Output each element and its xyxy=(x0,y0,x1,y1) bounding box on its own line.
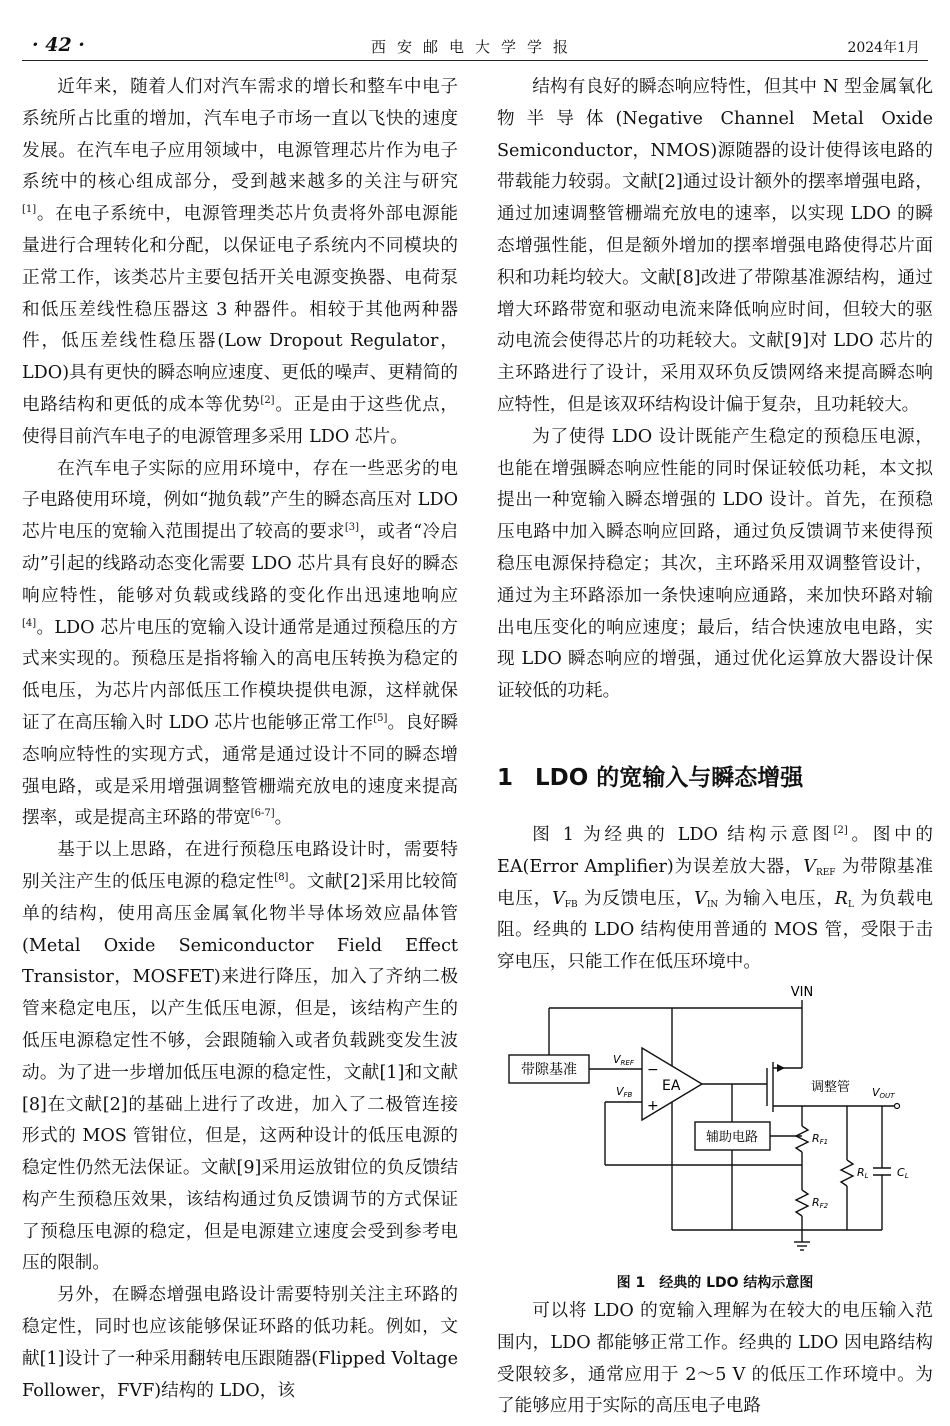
aux-circuit-label: 辅助电路 xyxy=(705,1130,759,1145)
rf2-label: RF2 xyxy=(812,1196,829,1210)
figure-caption: 图 1 经典的 LDO 结构示意图 xyxy=(616,1275,814,1291)
right-column-bottom xyxy=(497,1296,933,1423)
left-column xyxy=(22,72,458,1407)
journal-title: 西安邮电大学学报 xyxy=(370,38,579,56)
ldo-circuit-diagram xyxy=(497,980,937,1280)
paragraph: 基于以上思路，在进行预稳压电路设计时，需要特别关注产生的低压电源的稳定性[8]。文献[2]采用比较简单的结构，使用高压金属氧化物半导体场效应晶体管(Metal Oxide Semiconductor Field Effect Transistor，MOSFET)来进行降压，加入了齐纳二极管来稳定电压，以产生低压电源，但是，该结构产生的低压电源稳定性不够，会跟随输入或者负载跳变发生波动。为了进一步增加低压电源的稳定性，文献[1]和文献[8]在文献[2]的基础上进行了改进，加入了二极管连接形式的 MOS 管钳位，但是，这两种设计的低压电源的稳定性仍然无法保证。文献[9]采用运放钳位的负反馈结构产生预稳压效果，该结构通过负反馈调节的方式保证了预稳压电源的稳定，但是电源建立速度会受到参考电压的限制。 xyxy=(22,840,458,1274)
paragraph: 结构有良好的瞬态响应特性，但其中 N 型金属氧化物半导体(Negative Channel Metal Oxide Semiconductor，NMOS)源随器的设计使得该电路的带载能力较弱。文献[2]通过设计额外的摆率增强电路，通过加速调整管栅端充放电的速率，以实现 LDO 的瞬态增强性能，但是额外增加的摆率增强电路使得芯片面积和功耗均较大。文献[8]改进了带隙基准源结构，通过增大环路带宽和驱动电流来降低响应时间，但较大的驱动电流会使得芯片的功耗较大。文献[9]对 LDO 芯片的主环路进行了设计，采用双环负反馈网络来提高瞬态响应特性，但是该双环结构设计偏于复杂，且功耗较大。 xyxy=(497,77,933,415)
rf1-label: RF1 xyxy=(812,1132,829,1146)
section-heading xyxy=(497,759,933,792)
section-number: 1 xyxy=(497,765,514,791)
rl-label: RL xyxy=(857,1166,869,1180)
section-title: LDO 的宽输入与瞬态增强 xyxy=(535,765,804,791)
paragraph: 另外，在瞬态增强电路设计需要特别关注主环路的稳定性，同时也应该能够保证环路的低功耗。例如，文献[1]设计了一种采用翻转电压跟随器(Flipped Voltage Follower，FVF)结构的 LDO，该 xyxy=(22,1285,458,1401)
bandgap-label: 带隙基准 xyxy=(521,1062,577,1078)
paragraph: 可以将 LDO 的宽输入理解为在较大的电压输入范围内，LDO 都能够正常工作。经典的 LDO 因电路结构受限较多，通常应用于 2～5 V 的低压工作环境中。为了能够应用于实际的高压电子电路 xyxy=(497,1301,933,1417)
page-header xyxy=(22,30,928,61)
page-number: · 42 · xyxy=(32,34,85,56)
issue-date: 2024年1月 xyxy=(847,40,920,56)
vref-label: VREF xyxy=(613,1053,634,1067)
paragraph: 近年来，随着人们对汽车需求的增长和整车中电子系统所占比重的增加，汽车电子市场一直以飞快的速度发展。在汽车电子应用领域中，电源管理芯片作为电子系统中的核心组成部分，受到越来越多的关注与研究[1]。在电子系统中，电源管理类芯片负责将外部电源能量进行合理转化和分配，以保证电子系统内不同模块的正常工作，该类芯片主要包括开关电源变换器、电荷泵和低压差线性稳压器这 3 种器件。相较于其他两种器件，低压差线性稳压器(Low Dropout Regulator，LDO)具有更快的瞬态响应速度、更低的噪声、更精简的电路结构和更低的成本等优势[2]。正是由于这些优点，使得目前汽车电子的电源管理多采用 LDO 芯片。 xyxy=(22,77,458,447)
ea-label: EA xyxy=(662,1078,681,1094)
paragraph: 在汽车电子实际的应用环境中，存在一些恶劣的电子电路使用环境，例如“抛负载”产生的瞬态高压对 LDO 芯片电压的宽输入范围提出了较高的要求[3]，或者“冷启动”引起的线路动态变化需要 LDO 芯片具有良好的瞬态响应特性，能够对负载或线路的变化作出迅速地响应[4]。LDO 芯片电压的宽输入设计通常是通过预稳压的方式来实现的。预稳压是指将输入的高电压转换为稳定的低电压，为芯片内部低压工作模块提供电源，这样就保证了在高压输入时 LDO 芯片也能够正常工作[5]。良好瞬态响应特性的实现方式，通常是通过设计不同的瞬态增强电路，或是采用增强调整管栅端充放电的速度来提高摆率，或是提高主环路的带宽[6-7]。 xyxy=(22,458,458,829)
pass-transistor-label: 调整管 xyxy=(811,1080,851,1095)
right-column-top xyxy=(497,72,933,708)
cl-label: CL xyxy=(897,1166,909,1180)
vin-label: VIN xyxy=(790,985,814,1000)
vfb-label: VFB xyxy=(616,1085,633,1099)
paragraph: 为了使得 LDO 设计既能产生稳定的预稳压电源，也能在增强瞬态响应性能的同时保证较低功耗，本文拟提出一种宽输入瞬态增强的 LDO 设计。首先，在预稳压电路中加入瞬态响应回路，通过负反馈调节来使得预稳压电源保持稳定；其次，主环路采用双调整管设计，通过为主环路添加一条快速响应通路，来加快环路对输出电压变化的响应速度；最后，结合快速放电电路，实现 LDO 瞬态响应的增强，通过优化运算放大器设计保证较低的功耗。 xyxy=(497,426,933,702)
paragraph: 图 1 为经典的 LDO 结构示意图[2]。图中的 EA(Error Amplifier)为误差放大器，$V_{REF}$ 为带隙基准电压，$V_{FB}$ 为反馈电压，$V_{IN}$ 为输入电压，$R_L$ 为负载电阻。经典的 LDO 结构使用普通的 MOS 管，受限于击穿电压，只能工作在低压环境中。 xyxy=(497,825,934,973)
minus-sign: − xyxy=(647,1062,659,1078)
vout-label: VOUT xyxy=(872,1086,895,1100)
plus-sign: + xyxy=(647,1098,659,1114)
right-column-mid xyxy=(497,820,933,979)
